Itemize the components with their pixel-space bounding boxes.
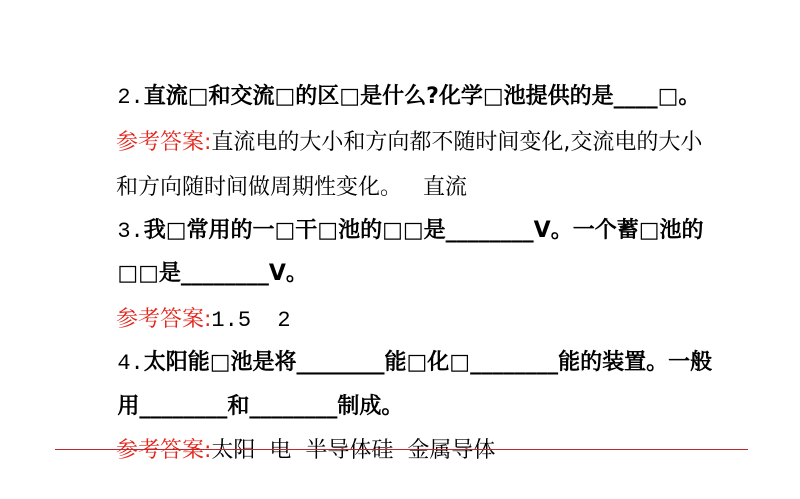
answer-4-line (102, 406, 496, 463)
question-2-line-1 (102, 52, 701, 110)
answer-2-text-2: 和方向随时间做周期性变化。 直流 (116, 175, 467, 200)
answer-3-text: 1.5 2 (211, 308, 291, 333)
question-3-number: 3. (117, 219, 144, 244)
answer-2-line-1 (102, 98, 703, 155)
question-4-line-1 (102, 318, 713, 376)
question-3-line-2 (102, 229, 308, 286)
bottom-divider (55, 449, 748, 450)
question-2-number: 2. (117, 85, 144, 110)
question-4-number: 4. (117, 351, 144, 376)
answer-3-line (102, 275, 291, 333)
question-4-text-2: 用________和________制成。 (117, 394, 404, 419)
answer-2-line-2 (102, 143, 467, 200)
question-3-line-1 (102, 186, 704, 244)
question-3-text-1: 我□常用的一□干□池的□□是________V。一个蓄□池的 (143, 218, 704, 243)
answer-3-label: 参考答案: (116, 307, 212, 332)
question-2-text: 直流□和交流□的区□是什么?化学□池提供的是____□。 (143, 84, 701, 109)
answer-2-label: 参考答案: (116, 130, 212, 155)
answer-4-text: 太阳 电 半导体硅 金属导体 (211, 438, 496, 463)
question-4-line-2 (102, 362, 404, 419)
answer-4-label: 参考答案: (116, 438, 212, 463)
answer-2-text-1: 直流电的大小和方向都不随时间变化,交流电的大小 (211, 130, 703, 155)
question-3-text-2: □□是________V。 (117, 261, 308, 286)
question-4-text-1: 太阳能□池是将________能□化□________能的装置。一般 (143, 350, 713, 375)
